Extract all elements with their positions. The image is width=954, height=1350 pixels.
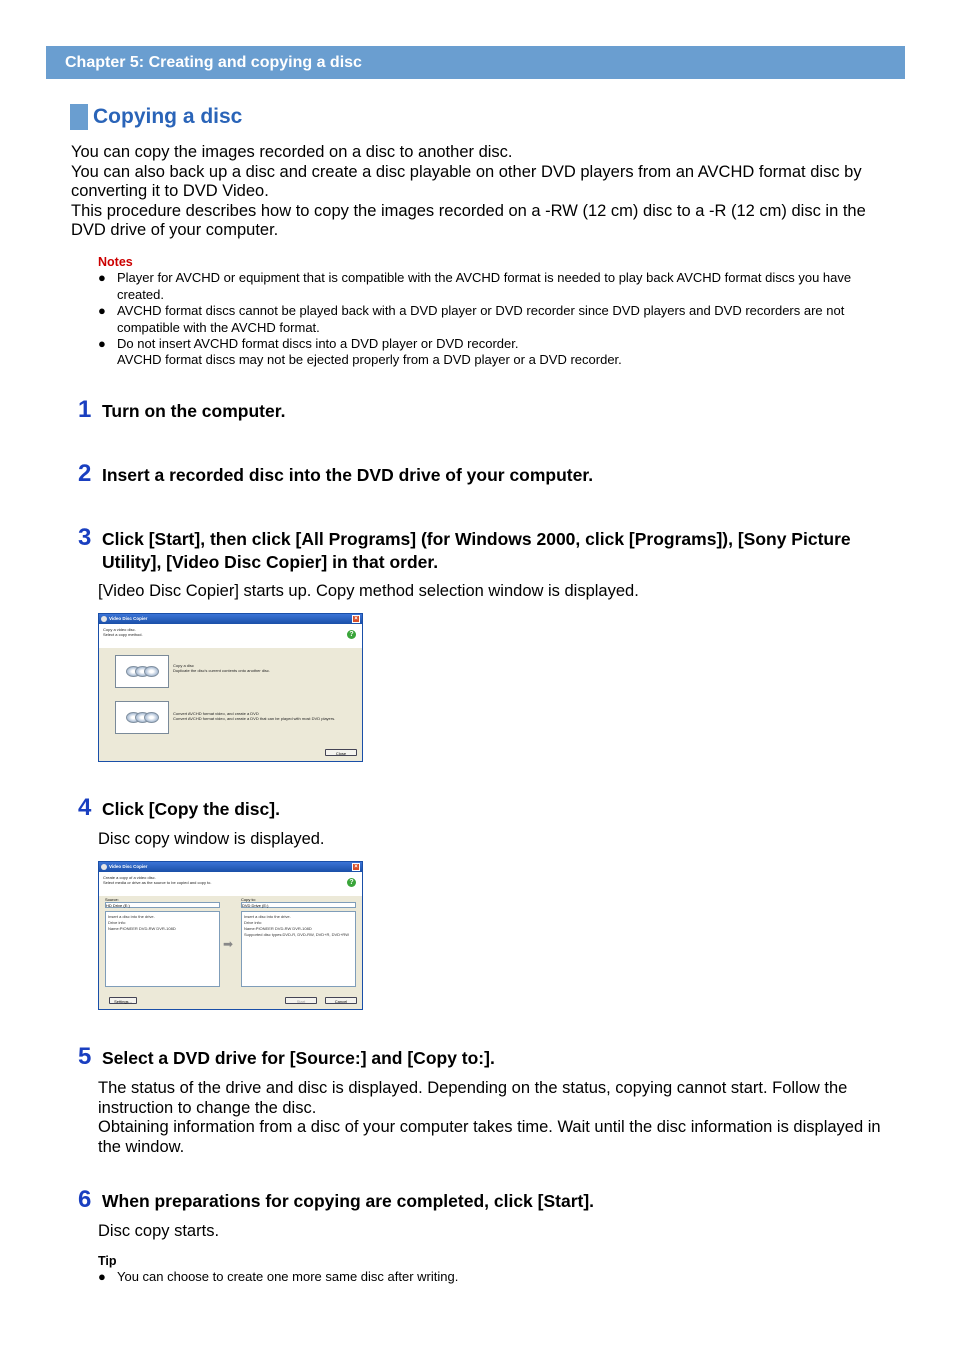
bullet-icon: ● [98, 270, 106, 286]
intro-line: This procedure describes how to copy the images recorded on a -RW (12 cm) disc to a -R (12 cm) disc in the DVD drive of your computer. [71, 201, 866, 240]
step-text: Click [Copy the disc]. [102, 799, 280, 819]
help-icon: ? [347, 878, 356, 887]
step-5 [78, 1043, 878, 1071]
step-2 [78, 460, 878, 488]
disc-icon [144, 712, 159, 723]
section-title-text: Copying a disc [93, 105, 243, 128]
copy-method-window-screenshot [98, 613, 363, 762]
source-label: Source: [105, 897, 119, 902]
tip-block [98, 1253, 888, 1286]
step-5-desc: The status of the drive and disc is displayed. Depending on the status, copying cannot start. Follow the instruction to change the disc. Obtaining information from a disc of your computer takes time. Wait until the disc information is displayed in the window. [98, 1079, 881, 1156]
section-marker [70, 104, 88, 130]
window-header: Copy a video disc. Select a copy method. ? [99, 624, 362, 648]
step-4 [78, 794, 878, 822]
step-number: 2 [78, 460, 92, 487]
step-3 [78, 524, 878, 574]
section-title [70, 104, 242, 130]
copy-to-info-box: Insert a disc into the drive. Drive info: Name:PIONEER DVD-RW DVR-108D Supported disc types:DVD-R, DVD-RW, DVD+R, DVD+RW [241, 911, 356, 987]
close-icon: × [352, 863, 360, 871]
step-text: Select a DVD drive for [Source:] and [Copy to:]. [102, 1048, 495, 1068]
bullet-icon: ● [98, 303, 106, 319]
tip-heading: Tip [98, 1254, 117, 1268]
intro-line: You can also back up a disc and create a disc playable on other DVD players from an AVCHD format disc by converting it to DVD Video. [71, 162, 862, 201]
help-icon: ? [347, 630, 356, 639]
window-header: Create a copy of a video disc. Select media or drive as the source to be copied and copy to. ? [99, 872, 362, 896]
copy-to-select: DVD Drive (E:) [241, 902, 356, 908]
step-number: 1 [78, 396, 92, 423]
bullet-icon: ● [98, 1269, 106, 1285]
step-text: When preparations for copying are completed, click [Start]. [102, 1191, 595, 1211]
notes-block [98, 254, 888, 369]
app-icon [101, 864, 107, 870]
intro-line: You can copy the images recorded on a disc to another disc. [71, 143, 513, 161]
step-text: Turn on the computer. [102, 401, 286, 421]
chapter-header: Chapter 5: Creating and copying a disc [46, 46, 905, 79]
source-info-box: Insert a disc into the drive. Drive info: Name:PIONEER DVD-RW DVR-108D [105, 911, 220, 987]
copy-disc-option-button [115, 655, 169, 688]
step-number: 6 [78, 1186, 92, 1213]
settings-button: Settings... [109, 997, 137, 1004]
convert-avchd-option-button [115, 701, 169, 734]
window-titlebar: Video Disc Copier × [99, 614, 362, 624]
step-3-desc: [Video Disc Copier] starts up. Copy method selection window is displayed. [98, 582, 639, 600]
note-item: ● AVCHD format discs cannot be played back with a DVD player or DVD recorder since DVD players and DVD recorders are not compatible with the AVCHD format. [98, 303, 845, 335]
copy-to-label: Copy to: [241, 897, 256, 902]
copy-disc-option-label: Copy a disc Duplicate the disc's current contents onto another disc. [173, 663, 271, 673]
source-panel [105, 897, 220, 987]
source-select: HD Drive (E:) [105, 902, 220, 908]
tip-item: ● You can choose to create one more same disc after writing. [98, 1269, 459, 1285]
step-number: 5 [78, 1043, 92, 1070]
bullet-icon: ● [98, 336, 106, 352]
notes-heading: Notes [98, 255, 133, 269]
close-icon: × [352, 615, 360, 623]
step-text: Insert a recorded disc into the DVD drive of your computer. [102, 465, 594, 485]
disc-copy-window-screenshot [98, 861, 363, 1010]
step-6 [78, 1186, 878, 1214]
step-6-desc: Disc copy starts. [98, 1222, 220, 1240]
arrow-right-icon: ➡ [223, 937, 234, 951]
step-4-desc: Disc copy window is displayed. [98, 830, 325, 848]
app-icon [101, 616, 107, 622]
copy-to-panel [241, 897, 356, 987]
step-number: 3 [78, 524, 92, 551]
step-number: 4 [78, 794, 92, 821]
cancel-button: Cancel [325, 997, 357, 1004]
convert-avchd-option-label: Convert AVCHD format video, and create a DVD Convert AVCHD format video, and create a DVD that can be played with most DVD players. [173, 711, 336, 721]
step-1 [78, 396, 878, 424]
step-text: Click [Start], then click [All Programs] (for Windows 2000, click [Programs]), [Sony Picture Utility], [Video Disc Copier] in that order. [102, 529, 851, 572]
intro-text [71, 143, 891, 241]
start-button: Start [285, 997, 317, 1004]
window-titlebar: Video Disc Copier × [99, 862, 362, 872]
disc-icon [144, 666, 159, 677]
close-button: Close [325, 749, 357, 756]
note-item: ● Do not insert AVCHD format discs into a DVD player or DVD recorder. AVCHD format discs may not be ejected properly from a DVD player or a DVD recorder. [98, 336, 622, 368]
note-item: ● Player for AVCHD or equipment that is compatible with the AVCHD format is needed to play back AVCHD format discs you have created. [98, 270, 852, 302]
